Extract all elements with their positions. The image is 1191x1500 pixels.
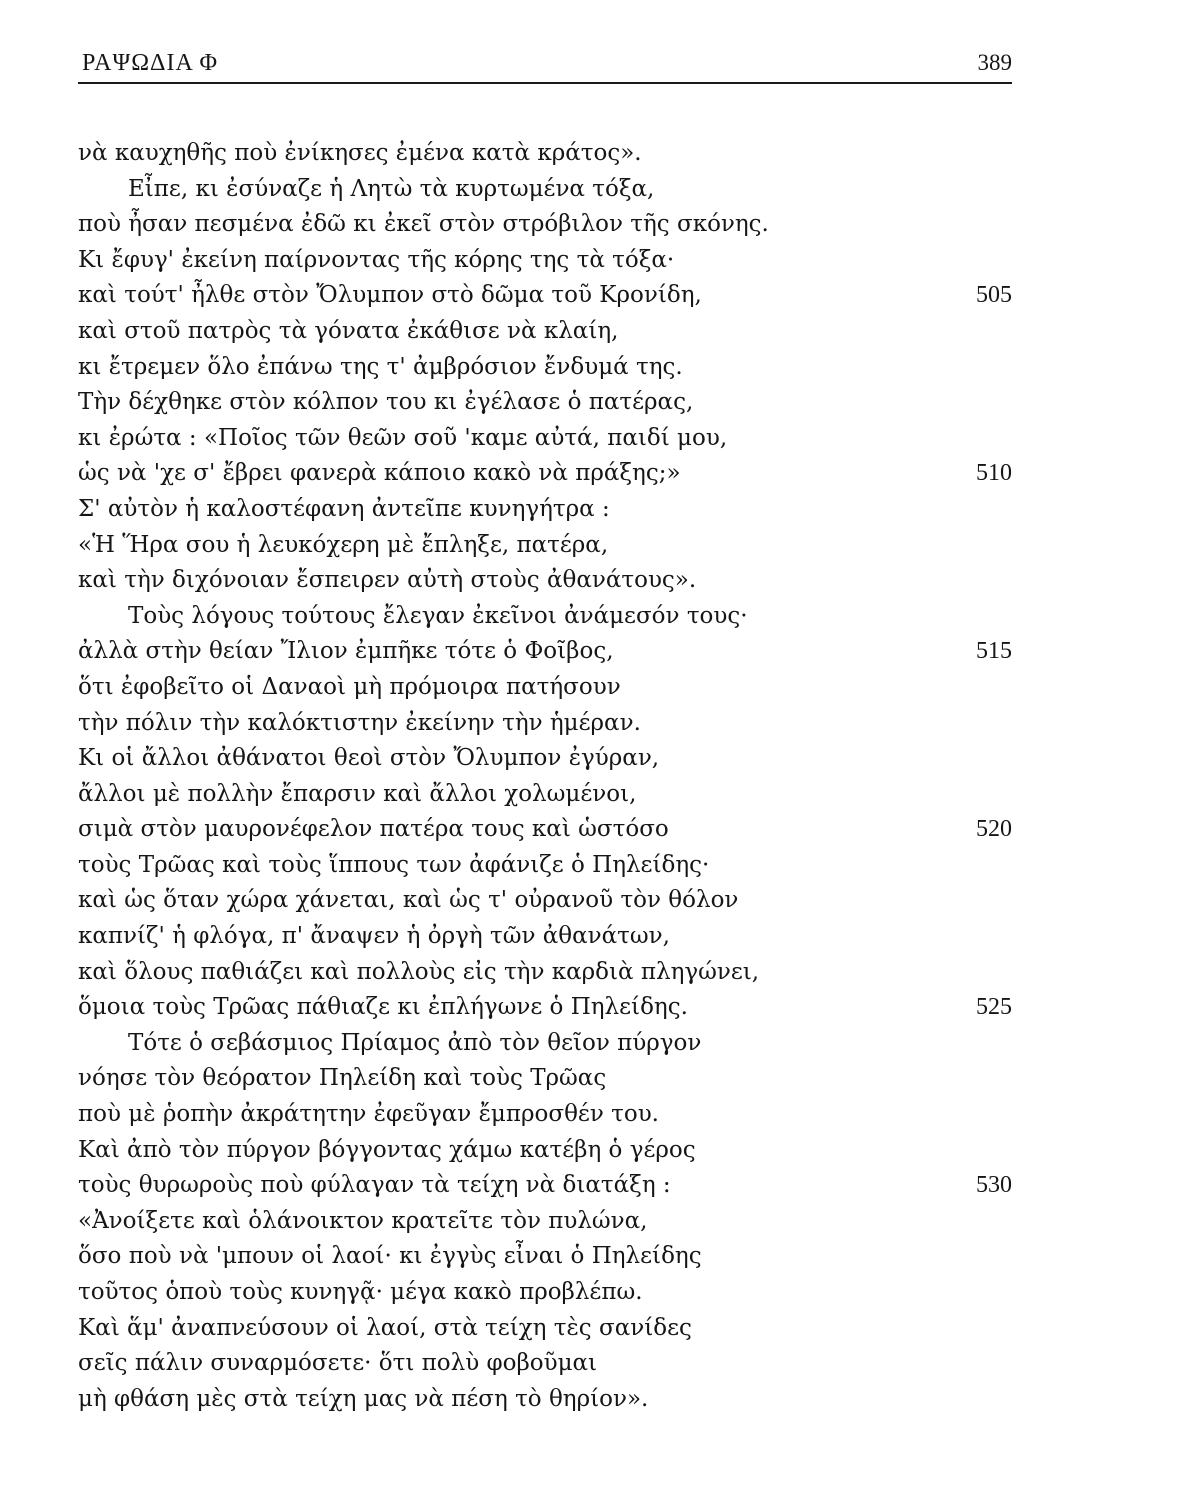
verse-text: ὅμοια τοὺς Τρῶας πάθιαζε κι ἐπλήγωνε ὁ Πηλείδης. xyxy=(78,994,688,1021)
verse-line xyxy=(78,812,1012,848)
verse-text: καὶ τούτ' ἦλθε στὸν Ὄλυμπον στὸ δῶμα τοῦ Κρονίδη, xyxy=(78,282,702,309)
verse-line xyxy=(78,1026,1012,1062)
verse-line xyxy=(78,1239,1012,1275)
verse-text: ἄλλοι μὲ πολλὴν ἔπαρσιν καὶ ἄλλοι χολωμένοι, xyxy=(78,780,637,807)
verse-text: ὡς νὰ 'χε σ' ἔβρει φανερὰ κάποιο κακὸ νὰ πράξης;» xyxy=(78,460,681,487)
verse-text: ὅσο ποὺ νὰ 'μπουν οἱ λαοί· κι ἐγγὺς εἶναι ὁ Πηλείδης xyxy=(78,1243,702,1270)
verse-line xyxy=(78,314,1012,350)
verse-text: τοῦτος ὁποὺ τοὺς κυνηγᾷ· μέγα κακὸ προβλέπω. xyxy=(78,1279,643,1305)
verse-text: Καὶ ἀπὸ τὸν πύργον βόγγοντας χάμω κατέβη ὁ γέρος xyxy=(78,1136,696,1163)
verse-text: τοὺς θυρωροὺς ποὺ φύλαγαν τὰ τείχη νὰ διατάξη : xyxy=(78,1172,671,1199)
verse-line xyxy=(78,599,1012,635)
verse-line xyxy=(78,848,1012,884)
verse-line xyxy=(78,1061,1012,1097)
verse-line xyxy=(78,919,1012,955)
verse-text: ἀλλὰ στὴν θείαν Ἴλιον ἐμπῆκε τότε ὁ Φοῖβος, xyxy=(78,638,614,665)
verse-line xyxy=(78,172,1012,208)
verse-text: τὴν πόλιν τὴν καλόκτιστην ἐκείνην τὴν ἡμέραν. xyxy=(78,709,641,736)
verse-text: Τὴν δέχθηκε στὸν κόλπον του κι ἐγέλασε ὁ πατέρας, xyxy=(78,389,694,416)
verse-line xyxy=(78,1168,1012,1204)
verse-line xyxy=(78,421,1012,457)
verse-text: καὶ στοῦ πατρὸς τὰ γόνατα ἐκάθισε νὰ κλαίη, xyxy=(78,317,619,344)
verse-text: «Ἀνοίξετε καὶ ὁλάνοικτον κρατεῖτε τὸν πυλώνα, xyxy=(78,1207,648,1234)
verse-text: κι ἔτρεμεν ὅλο ἐπάνω της τ' ἀμβρόσιον ἔνδυμά της. xyxy=(78,353,683,380)
verse-line xyxy=(78,706,1012,742)
verse-line xyxy=(78,1346,1012,1382)
verse-line xyxy=(78,492,1012,528)
verse-text: τοὺς Τρῶας καὶ τοὺς ἵππους των ἀφάνιζε ὁ Πηλείδης· xyxy=(78,851,710,878)
verse-text: Εἶπε, κι ἐσύναζε ἡ Λητὼ τὰ κυρτωμένα τόξα, xyxy=(128,175,655,202)
verse-line xyxy=(78,1275,1012,1311)
verse-text: κι ἐρώτα : «Ποῖος τῶν θεῶν σοῦ 'καμε αὐτά, παιδί μου, xyxy=(78,424,728,451)
verse-line xyxy=(78,670,1012,706)
verse-text: σεῖς πάλιν συναρμόσετε· ὅτι πολὺ φοβοῦμαι xyxy=(78,1350,598,1377)
verse-line xyxy=(78,777,1012,813)
verse-line xyxy=(78,385,1012,421)
line-number: 515 xyxy=(976,638,1012,665)
verse-line xyxy=(78,955,1012,991)
line-number: 510 xyxy=(976,460,1012,487)
verse-text: Καὶ ἅμ' ἀναπνεύσουν οἱ λαοί, στὰ τείχη τὲς σανίδες xyxy=(78,1314,692,1341)
verse-line xyxy=(78,741,1012,777)
verse-line xyxy=(78,528,1012,564)
page-header xyxy=(78,46,1012,84)
verse-line xyxy=(78,278,1012,314)
verse-line xyxy=(78,990,1012,1026)
line-number: 525 xyxy=(976,994,1012,1021)
verse-line xyxy=(78,243,1012,279)
line-number: 505 xyxy=(976,282,1012,309)
verse-text: μὴ φθάση μὲς στὰ τείχη μας νὰ πέση τὸ θηρίον». xyxy=(78,1385,649,1412)
verse-text: Κι οἱ ἄλλοι ἀθάνατοι θεοὶ στὸν Ὄλυμπον ἐγύραν, xyxy=(78,745,660,772)
verse-text: σιμὰ στὸν μαυρονέφελον πατέρα τους καὶ ὡστόσο xyxy=(78,816,669,843)
verse-text: νόησε τὸν θεόρατον Πηλείδη καὶ τοὺς Τρῶας xyxy=(78,1065,607,1092)
verse-text: ὅτι ἐφοβεῖτο οἱ Δαναοὶ μὴ πρόμοιρα πατήσουν xyxy=(78,673,621,700)
line-number: 530 xyxy=(976,1172,1012,1199)
verse-text: νὰ καυχηθῆς ποὺ ἐνίκησες ἐμένα κατὰ κράτος». xyxy=(78,140,642,166)
verse-line xyxy=(78,1204,1012,1240)
verse-text: Τότε ὁ σεβάσμιος Πρίαμος ἀπὸ τὸν θεῖον πύργον xyxy=(128,1029,702,1056)
verse-line xyxy=(78,456,1012,492)
verse-text: καὶ ὅλους παθιάζει καὶ πολλοὺς εἰς τὴν καρδιὰ πληγώνει, xyxy=(78,958,760,985)
verse-text: καπνίζ' ἡ φλόγα, π' ἄναψεν ἡ ὀργὴ τῶν ἀθανάτων, xyxy=(78,923,670,950)
poem-text xyxy=(78,136,1012,1417)
verse-text: καὶ ὡς ὅταν χώρα χάνεται, καὶ ὡς τ' οὐρανοῦ τὸν θόλον xyxy=(78,887,739,914)
running-title: ΡΑΨΩΔΙΑ Φ xyxy=(82,50,219,76)
verse-line xyxy=(78,634,1012,670)
book-page xyxy=(78,46,1012,1417)
verse-line xyxy=(78,350,1012,386)
verse-text: Κι ἔφυγ' ἐκείνη παίρνοντας τῆς κόρης της τὰ τόξα· xyxy=(78,246,675,273)
verse-text: ποὺ μὲ ῥοπὴν ἀκράτητην ἐφεῦγαν ἔμπροσθέν του. xyxy=(78,1101,659,1128)
line-number: 520 xyxy=(976,816,1012,843)
verse-text: Σ' αὐτὸν ἡ καλοστέφανη ἀντεῖπε κυνηγήτρα : xyxy=(78,495,610,522)
verse-line xyxy=(78,136,1012,172)
verse-line xyxy=(78,1311,1012,1347)
verse-text: καὶ τὴν διχόνοιαν ἔσπειρεν αὐτὴ στοὺς ἀθανάτους». xyxy=(78,567,697,594)
verse-line xyxy=(78,1382,1012,1418)
verse-line xyxy=(78,1097,1012,1133)
verse-text: ποὺ ἦσαν πεσμένα ἐδῶ κι ἐκεῖ στὸν στρόβιλον τῆς σκόνης. xyxy=(78,211,769,238)
verse-text: Τοὺς λόγους τούτους ἔλεγαν ἐκεῖνοι ἀνάμεσόν τους· xyxy=(128,602,748,629)
verse-text: «Ἡ Ἥρα σου ἡ λευκόχερη μὲ ἔπληξε, πατέρα, xyxy=(78,531,609,558)
verse-line xyxy=(78,883,1012,919)
page-number: 389 xyxy=(977,50,1012,75)
verse-line xyxy=(78,1133,1012,1169)
verse-line xyxy=(78,207,1012,243)
verse-line xyxy=(78,563,1012,599)
